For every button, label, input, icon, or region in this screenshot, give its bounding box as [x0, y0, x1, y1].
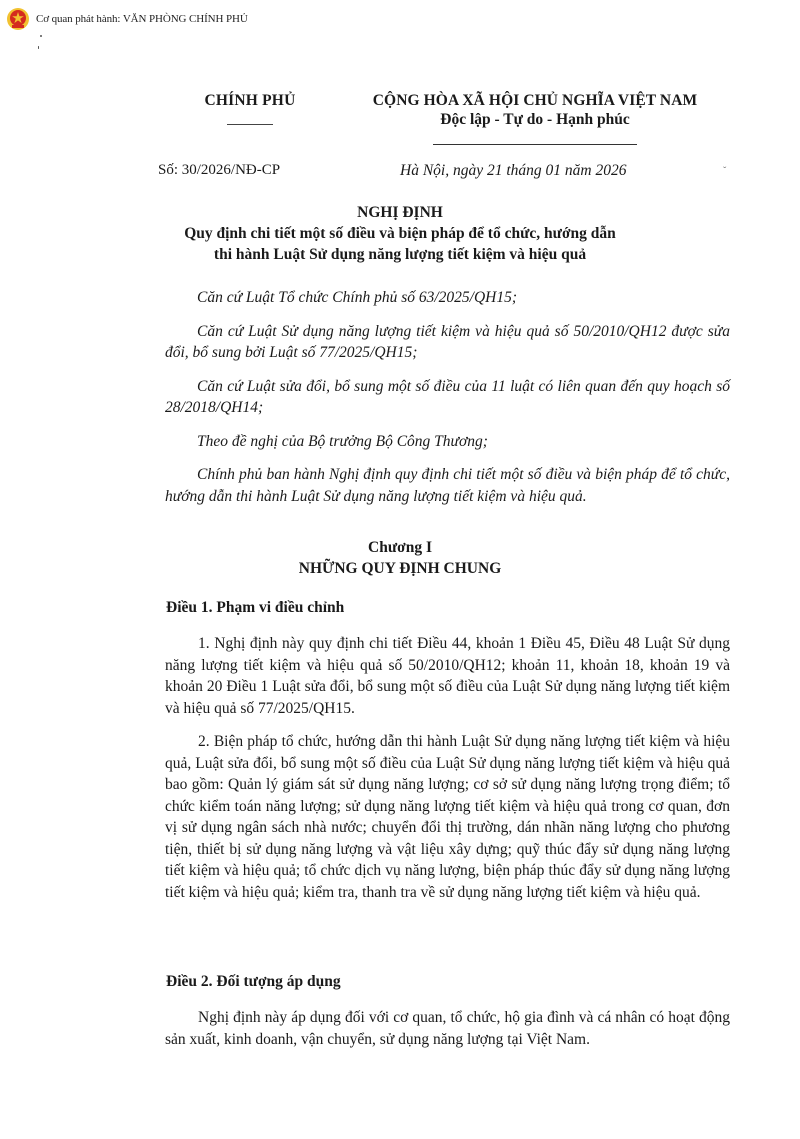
article-clause: 2. Biện pháp tổ chức, hướng dẫn thi hành Luật Sử dụng năng lượng tiết kiệm và hiệu quả, Luật sửa đổi, bổ sung một số điều của Luật Sử dụng năng lượng tiết kiệm và hiệu quả bao gồm: Quản lý giám sát sử dụng năng lượng; cơ sở sử dụng năng lượng trọng điểm; tổ chức kiểm toán năng lượng; sử dụng năng lượng tiết kiệm và hiệu quả trong cơ quan, đơn vị sử dụng ngân sách nhà nước; chuyển đổi thị trường, dán nhãn năng lượng cho phương tiện, thiết bị sử dụng năng lượng và vật liệu xây dựng; quỹ thúc đẩy sử dụng năng lượng tiết kiệm và hiệu quả; tổ chức dịch vụ năng lượng, biện pháp thúc đẩy sử dụng năng lượng tiết kiệm và hiệu quả; kiểm tra, thanh tra về sử dụng năng lượng tiết kiệm và hiệu quả.	[165, 733, 730, 901]
scan-mark: ˇ	[723, 166, 727, 177]
scan-speck	[38, 46, 39, 49]
chapter-heading	[0, 537, 800, 579]
national-emblem-icon	[6, 7, 30, 31]
document-subject-line: thi hành Luật Sử dụng năng lượng tiết kiệm và hiệu quả	[213, 246, 587, 263]
chapter-number: Chương I	[368, 539, 432, 556]
legal-basis-item: Căn cứ Luật sửa đổi, bổ sung một số điều của 11 luật có liên quan đến quy hoạch số 28/2018/QH14;	[165, 377, 730, 416]
article-clause: Nghị định này áp dụng đối với cơ quan, tổ chức, hộ gia đình và cá nhân có hoạt động sản xuất, kinh doanh, vận chuyển, sử dụng năng lượng tại Việt Nam.	[165, 1009, 730, 1048]
article-body	[165, 633, 730, 903]
legal-basis-item: Căn cứ Luật Tổ chức Chính phủ số 63/2025/QH15;	[197, 289, 518, 306]
article-body	[165, 1007, 730, 1050]
document-title	[0, 203, 800, 265]
document-subject-line: Quy định chi tiết một số điều và biện pháp để tổ chức, hướng dẫn	[184, 225, 616, 242]
article-clause: 1. Nghị định này quy định chi tiết Điều 44, khoản 1 Điều 45, Điều 48 Luật Sử dụng năng lượng tiết kiệm và hiệu quả số 50/2010/QH12; khoản 11, khoản 18, khoản 19 và khoản 20 Điều 1 Luật sửa đổi, bổ sung một số điều của Luật Sử dụng năng lượng tiết kiệm và hiệu quả số 77/2025/QH15.	[165, 635, 730, 717]
legal-basis-block	[165, 287, 730, 507]
issuing-body: CHÍNH PHỦ	[204, 92, 296, 109]
national-motto: Độc lập - Tự do - Hạnh phúc	[440, 111, 630, 128]
issuer-label: Cơ quan phát hành: VĂN PHÒNG CHÍNH PHỦ	[36, 13, 248, 25]
document-number: Số: 30/2026/NĐ-CP	[158, 162, 281, 178]
chapter-name: NHỮNG QUY ĐỊNH CHUNG	[298, 560, 502, 577]
header-right	[350, 92, 720, 145]
header-left	[160, 92, 340, 125]
national-title: CỘNG HÒA XÃ HỘI CHỦ NGHĨA VIỆT NAM	[372, 92, 698, 109]
issuer-bar	[6, 6, 248, 32]
legal-basis-item: Căn cứ Luật Sử dụng năng lượng tiết kiệm và hiệu quả số 50/2010/QH12 được sửa đổi, bổ sung bởi Luật số 77/2025/QH15;	[165, 322, 730, 361]
divider	[433, 144, 637, 145]
scan-speck	[40, 35, 42, 37]
legal-basis-item: Chính phủ ban hành Nghị định quy định chi tiết một số điều và biện pháp để tổ chức, hướng dẫn thi hành Luật Sử dụng năng lượng tiết kiệm và hiệu quả.	[165, 466, 730, 505]
legal-basis-item: Theo đề nghị của Bộ trưởng Bộ Công Thương;	[197, 432, 488, 450]
article-title: Điều 1. Phạm vi điều chỉnh	[166, 599, 345, 616]
document-type: NGHỊ ĐỊNH	[357, 204, 443, 221]
place-date: Hà Nội, ngày 21 tháng 01 năm 2026	[400, 162, 627, 179]
divider	[227, 124, 273, 125]
article-title: Điều 2. Đối tượng áp dụng	[166, 973, 341, 990]
